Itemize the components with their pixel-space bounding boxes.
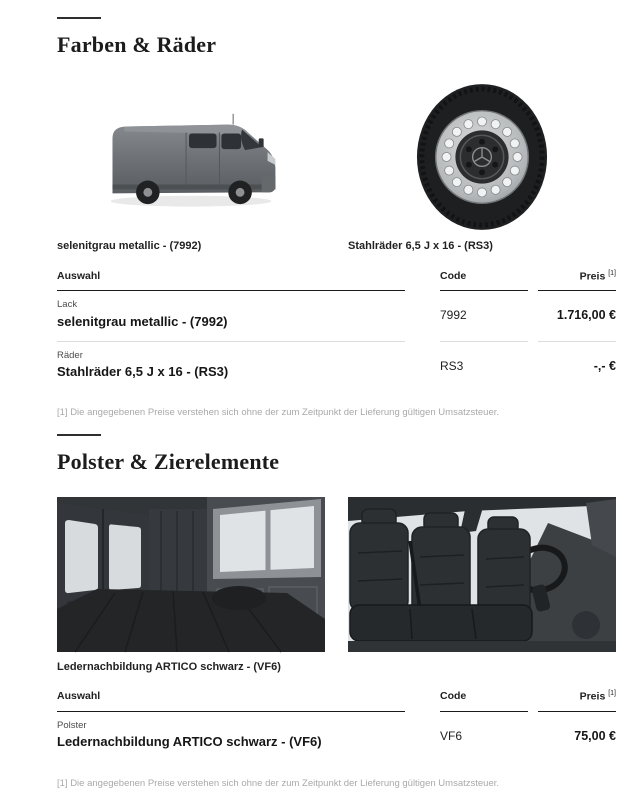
section-title: Farben & Räder: [57, 32, 217, 57]
caption-row: [57, 240, 616, 253]
header-code: Code: [440, 688, 528, 712]
header-price: Preis [1]: [538, 268, 616, 292]
cabin-interior-figure: [348, 497, 616, 652]
row-price: 1.716,00 €: [538, 291, 616, 342]
row-option-name: selenitgrau metallic - (7992): [57, 313, 228, 329]
footnote-ref: [1]: [608, 690, 616, 698]
section-polster-zierelemente: [57, 434, 616, 790]
row-category: Räder: [57, 349, 83, 361]
cargo-interior-image: [57, 497, 325, 652]
steel-wheel-image: [414, 82, 550, 232]
header-selection: Auswahl: [57, 268, 405, 292]
cabin-interior-image: [348, 497, 616, 652]
table-row-polster: [57, 712, 616, 762]
row-code: RS3: [440, 358, 464, 373]
price-footnote: [1] Die angegebenen Preise verstehen sich ohne der zum Zeitpunkt der Lieferung gültigen Umsatzsteuer.: [57, 777, 500, 789]
media-row-interior: [57, 497, 616, 652]
media-row-exterior: [57, 80, 616, 234]
paint-figure: [57, 80, 325, 234]
section-divider-dash: [57, 17, 101, 19]
upholstery-caption: Ledernachbildung ARTICO schwarz - (VF6): [57, 661, 281, 674]
wheel-caption: Stahlräder 6,5 J x 16 - (RS3): [348, 240, 493, 253]
row-option-name: Stahlräder 6,5 J x 16 - (RS3): [57, 364, 229, 380]
wheel-figure: [348, 80, 616, 234]
row-category: Polster: [57, 719, 87, 731]
footnote-ref: [1]: [608, 269, 616, 277]
table-row-raeder: [57, 342, 616, 392]
table-row-lack: [57, 291, 616, 342]
row-option-name: Ledernachbildung ARTICO schwarz - (VF6): [57, 734, 322, 750]
section-title: Polster & Zierelemente: [57, 448, 280, 474]
section-farben-raeder: [57, 17, 616, 420]
header-selection: Auswahl: [57, 688, 405, 712]
section-divider-dash: [57, 434, 101, 436]
row-price: 75,00 €: [574, 728, 616, 743]
header-code: Code: [440, 268, 528, 292]
header-price: Preis [1]: [538, 688, 616, 712]
table-header-row: [57, 268, 616, 292]
selection-table: [57, 688, 616, 761]
row-code: 7992: [440, 291, 528, 342]
cargo-interior-figure: [57, 497, 325, 652]
paint-caption: selenitgrau metallic - (7992): [57, 240, 202, 253]
table-header-row: [57, 688, 616, 712]
row-code: VF6: [440, 728, 463, 743]
row-category: Lack: [57, 299, 78, 311]
selection-table: [57, 268, 616, 392]
row-price: -,- €: [593, 358, 616, 373]
van-side-view-image: [85, 99, 297, 215]
price-footnote: [1] Die angegebenen Preise verstehen sich ohne der zum Zeitpunkt der Lieferung gültigen Umsatzsteuer.: [57, 407, 500, 419]
